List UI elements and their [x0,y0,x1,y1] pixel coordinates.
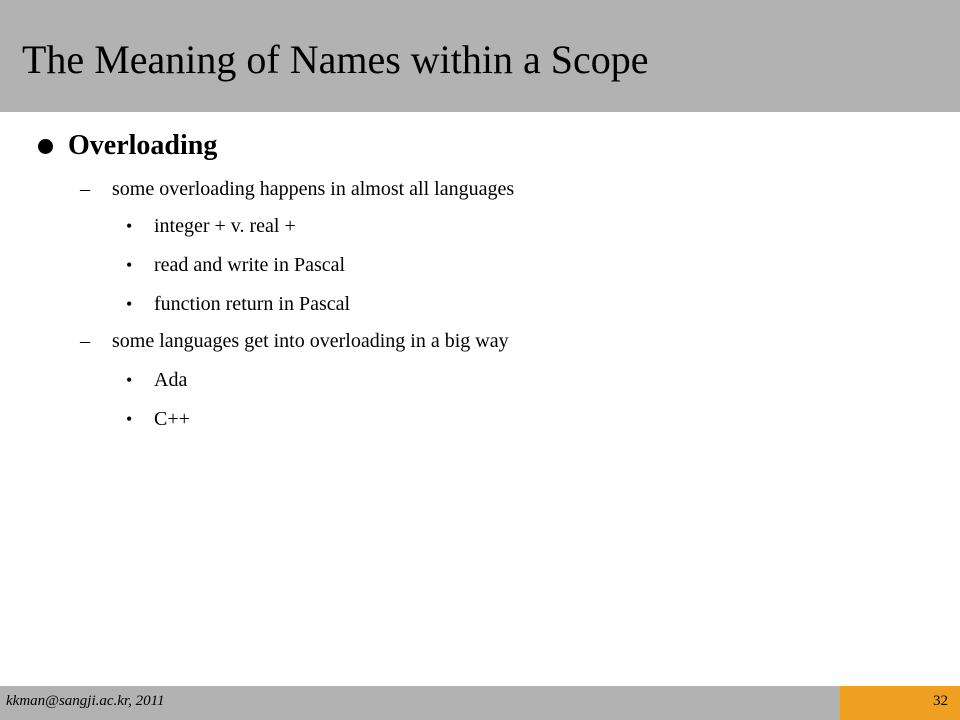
bullet-icon: • [126,215,133,236]
slide-title: The Meaning of Names within a Scope [22,37,649,82]
list-item [126,365,187,395]
list-item-text: C++ [154,407,190,430]
dash-icon: – [80,177,90,200]
sub-point-text: some languages get into overloading in a big way [112,329,509,352]
list-item [126,289,350,319]
bullet-icon: • [126,254,133,275]
page-number-box [840,686,960,720]
bullet-icon: • [126,369,133,390]
footer-bar [0,686,840,720]
bullet-icon: • [126,408,133,429]
heading-item [38,128,217,164]
sub-point [80,326,509,356]
bullet-icon: • [126,293,133,314]
round-bullet-icon [38,139,53,154]
title-bar [0,0,960,112]
list-item [126,404,190,434]
sub-point [80,174,514,204]
sub-point-text: some overloading happens in almost all languages [112,177,515,200]
dash-icon: – [80,329,90,352]
list-item-text: read and write in Pascal [154,253,346,276]
list-item-text: Ada [154,368,188,391]
page-number: 32 [933,693,948,709]
list-item [126,250,345,280]
list-item-text: function return in Pascal [154,292,351,315]
heading-text: Overloading [68,130,218,161]
list-item-text: integer + v. real + [154,214,296,237]
list-item [126,211,296,241]
footer-text: kkman@sangji.ac.kr, 2011 [6,693,165,709]
